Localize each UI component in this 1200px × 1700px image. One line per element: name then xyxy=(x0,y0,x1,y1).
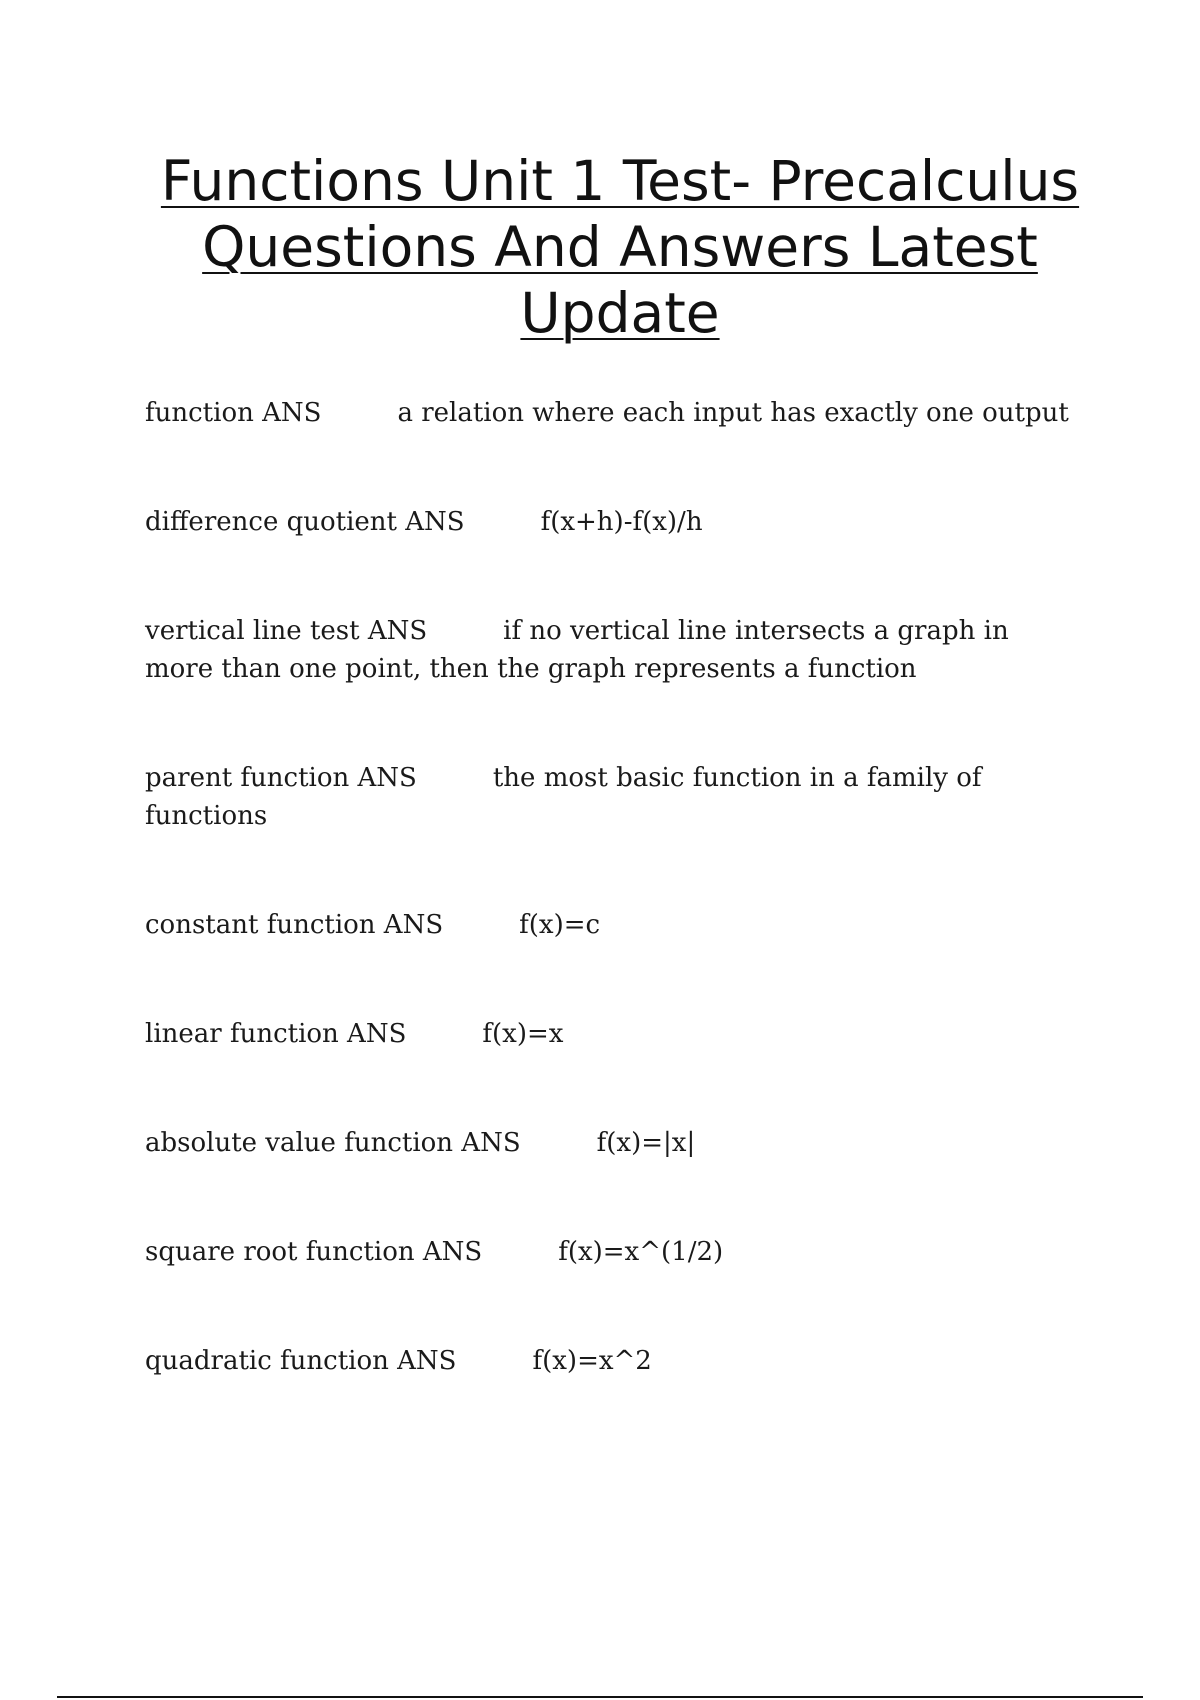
qa-item xyxy=(145,612,1075,688)
qa-item xyxy=(145,906,1075,944)
qa-answer: if no vertical line intersects a graph in more than one point, then the graph represents a function xyxy=(145,616,1009,684)
qa-item xyxy=(145,1124,1075,1162)
qa-term: constant function ANS xyxy=(145,910,444,940)
qa-term: vertical line test ANS xyxy=(145,616,428,646)
qa-term: linear function ANS xyxy=(145,1019,407,1049)
qa-answer: a relation where each input has exactly one output xyxy=(397,398,1069,428)
qa-item xyxy=(145,503,1075,541)
qa-term: square root function ANS xyxy=(145,1237,483,1267)
qa-term: difference quotient ANS xyxy=(145,507,465,537)
qa-term: parent function ANS xyxy=(145,763,417,793)
qa-item xyxy=(145,394,1075,432)
qa-answer: f(x)=x xyxy=(482,1019,564,1049)
qa-answer: f(x+h)-f(x)/h xyxy=(540,507,703,537)
qa-answer: f(x)=c xyxy=(519,910,601,940)
qa-term: absolute value function ANS xyxy=(145,1128,521,1158)
document-title: Functions Unit 1 Test- Precalculus Questions And Answers Latest Update xyxy=(160,149,1080,345)
qa-answer: the most basic function in a family of functions xyxy=(145,763,982,831)
qa-answer: f(x)=x^(1/2) xyxy=(558,1237,724,1267)
qa-item xyxy=(145,1233,1075,1271)
qa-item xyxy=(145,759,1075,835)
footer-divider xyxy=(57,1696,1143,1698)
qa-answer: f(x)=|x| xyxy=(596,1128,696,1158)
qa-term: function ANS xyxy=(145,398,322,428)
qa-term: quadratic function ANS xyxy=(145,1346,457,1376)
qa-list xyxy=(145,394,1075,1380)
qa-item xyxy=(145,1015,1075,1053)
qa-item xyxy=(145,1342,1075,1380)
qa-answer: f(x)=x^2 xyxy=(532,1346,652,1376)
